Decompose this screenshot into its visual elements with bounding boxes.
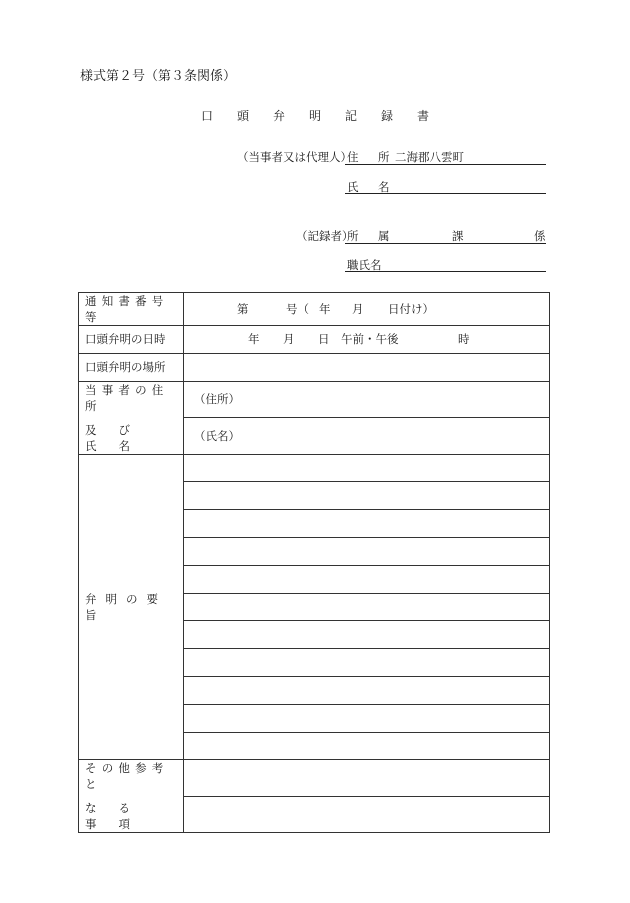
party-label-line1: 当事者の住所 [85,382,169,413]
party-name-tag: （氏名） [194,428,240,443]
other-line-2[interactable] [184,796,550,833]
datetime-tsuki: 月 [283,332,295,347]
summary-line-6[interactable] [184,593,550,621]
summary-line-3[interactable] [184,510,550,538]
document-title: 口頭弁明記録書 [200,109,453,123]
summary-line-10[interactable] [184,704,550,732]
summary-label-cell [79,454,184,760]
summary-line-7[interactable] [184,621,550,649]
party-address-line [345,164,546,165]
row-other [79,760,550,797]
summary-label: 弁明の要旨 [85,591,167,622]
datetime-ampm: 午前・午後 [341,332,399,347]
notice-tsuki: 月 [352,302,364,316]
row-summary [79,454,550,482]
summary-line-2[interactable] [184,482,550,510]
place-label: 口頭弁明の場所 [85,360,166,375]
summary-line-5[interactable] [184,565,550,593]
party-address-label: 住 所 [347,150,394,164]
recorder-position-label: 職氏名 [347,258,382,272]
row-place [79,353,550,381]
row-datetime [79,326,550,354]
notice-label-cell [79,293,184,326]
datetime-label: 口頭弁明の日時 [85,332,166,347]
notice-value-cell[interactable] [184,293,550,326]
recorder-affiliation-label: 所 属 [347,229,394,243]
row-notice [79,293,550,326]
recorder-label: （記録者） [296,229,354,243]
other-line-1[interactable] [184,760,550,797]
party-name-cell[interactable] [184,418,550,455]
party-label: （当事者又は代理人） [237,150,352,164]
form-number: 様式第２号（第３条関係） [80,69,237,84]
datetime-nen: 年 [248,332,260,347]
party-label-cell [79,381,184,454]
other-label-line2: なる事項 [85,801,152,832]
summary-line-1[interactable] [184,454,550,482]
place-value-cell[interactable] [184,353,550,381]
datetime-ji: 時 [458,332,470,347]
party-name-label: 氏 名 [347,180,394,194]
party-address-tag: （住所） [194,392,240,407]
summary-line-4[interactable] [184,537,550,565]
record-table [78,292,550,833]
party-address-value: 二海郡八雲町 [395,150,464,164]
datetime-value-cell[interactable] [184,326,550,354]
other-label-line1: その他参考と [85,761,169,792]
notice-nen: 年 [319,302,331,316]
place-label-cell [79,353,184,381]
summary-line-9[interactable] [184,676,550,704]
notice-go: 号（ [286,302,309,316]
recorder-affiliation-line [345,243,546,244]
summary-line-8[interactable] [184,649,550,677]
recorder-subsection-label: 係 [534,229,546,243]
party-address-cell[interactable] [184,381,550,418]
row-party-address [79,381,550,418]
datetime-label-cell [79,326,184,354]
recorder-section-label: 課 [452,229,464,243]
notice-label: 通知書番号等 [85,294,169,324]
recorder-position-line [345,271,546,272]
summary-line-11[interactable] [184,732,550,760]
datetime-hi: 日 [318,332,330,347]
notice-dai: 第 [237,302,249,316]
notice-date: 日付け） [388,302,434,316]
other-label-cell [79,760,184,833]
party-name-line [345,193,546,194]
party-label-line2: 及び氏名 [85,422,152,453]
